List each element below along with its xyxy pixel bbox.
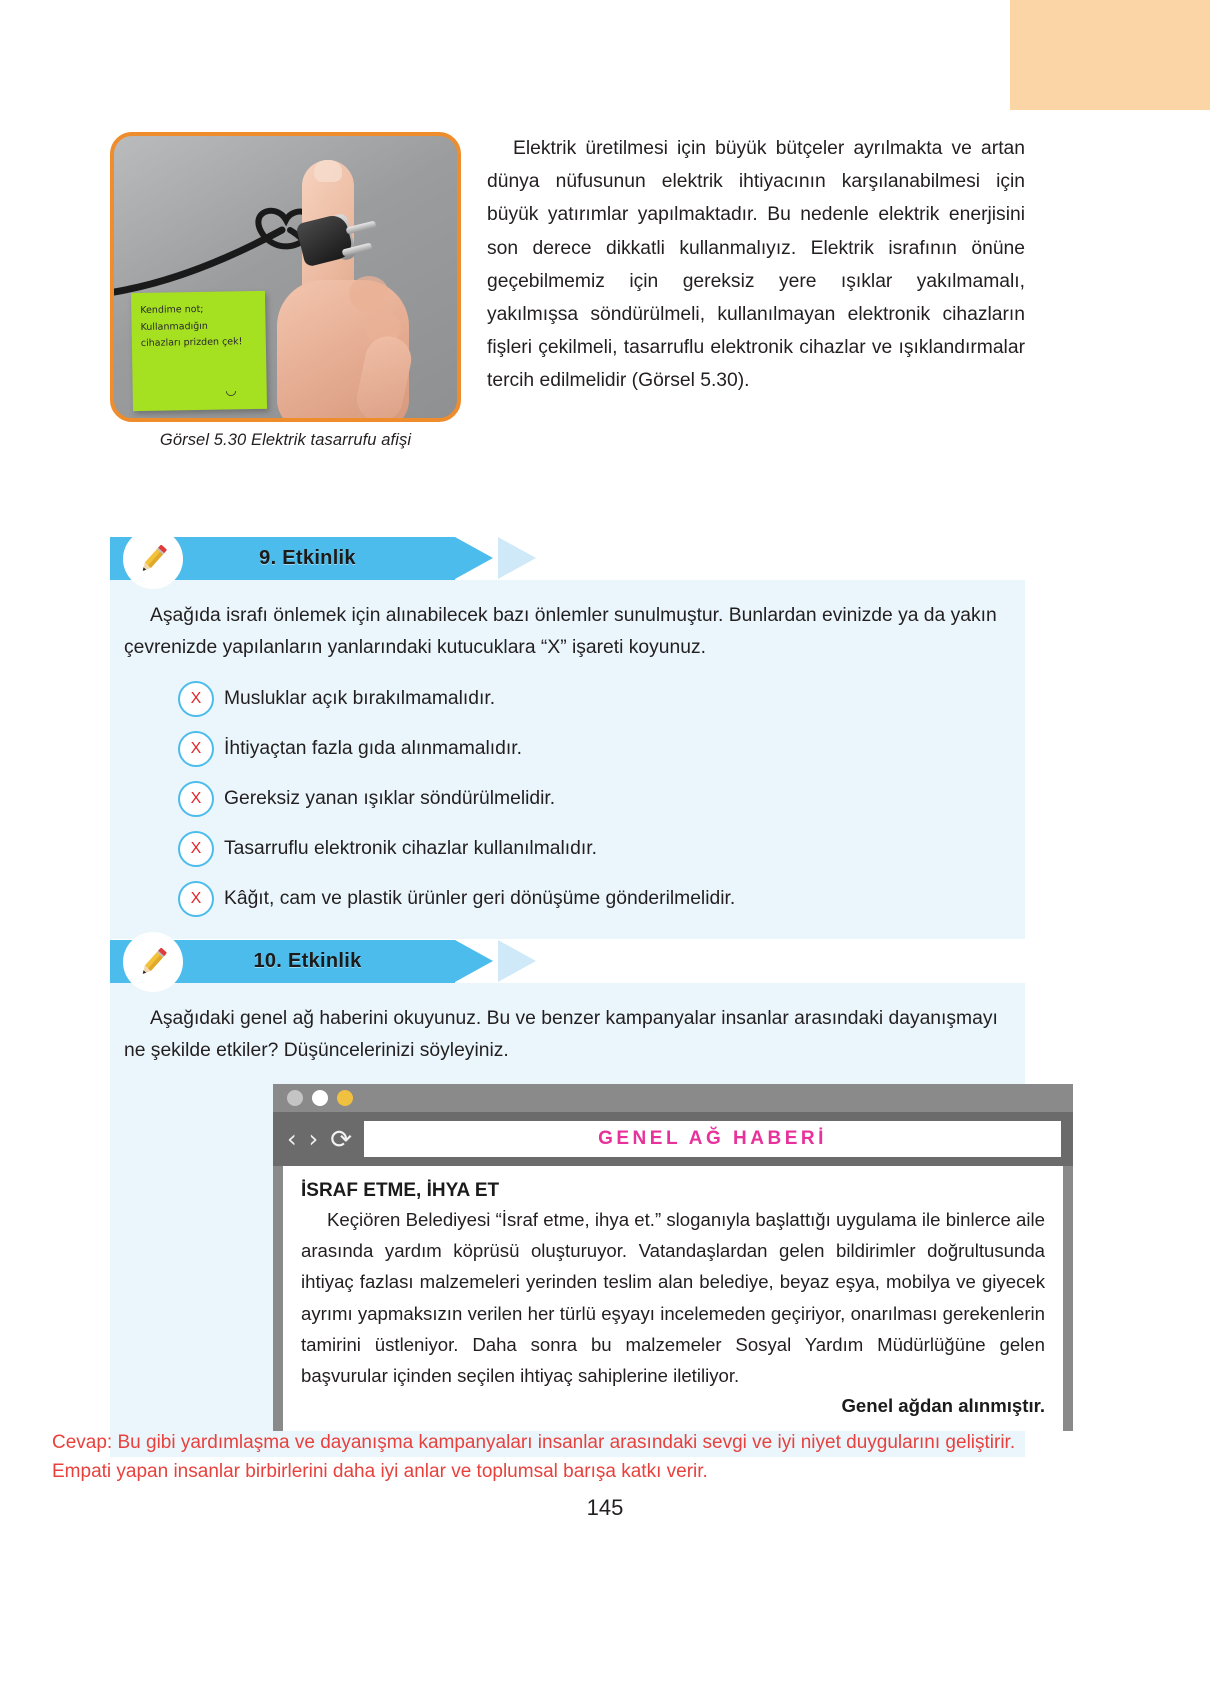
activity-9-checklist	[110, 681, 1025, 917]
activity-10	[0, 940, 1210, 1457]
list-item[interactable]	[110, 681, 1025, 717]
address-bar[interactable]	[364, 1121, 1061, 1157]
intro-paragraph-text: Elektrik üretilmesi için büyük bütçeler ayrılmakta ve artan dünya nüfusunun elektrik ihtiyacının karşılanabilmesi için büyük yatırımlar yapılmaktadır. Bu nedenle elektrik enerjisini son derece dikkatli kullanmalıyız. Elektrik israfının önüne geçebilmemiz için gereksiz yere ışıklar yakılmamalı, yakılmışsa söndürülmeli, kullanılmayan elektronik cihazların fişleri çekilmeli, tasarruflu elektronik cihazlar ve ışıklandırmalar tercih edilmelidir (Görsel 5.30).	[487, 138, 1025, 392]
list-item[interactable]	[110, 731, 1025, 767]
sticky-note-line-2: Kullanmadığın	[140, 320, 209, 333]
list-item-label: İhtiyaçtan fazla gıda alınmamalıdır.	[224, 738, 522, 760]
address-bar-title: GENEL AĞ HABERİ	[598, 1127, 827, 1149]
corner-tab-decoration	[1010, 0, 1210, 110]
forward-icon[interactable]: ›	[308, 1124, 319, 1153]
back-icon[interactable]: ‹	[287, 1124, 297, 1153]
list-item[interactable]	[110, 881, 1025, 917]
sticky-note-line-1: Kendime not;	[140, 303, 204, 317]
handwritten-answer	[52, 1428, 1162, 1487]
reload-icon[interactable]: ⟳	[330, 1123, 353, 1154]
figure-caption: Görsel 5.30 Elektrik tasarrufu afişi	[159, 431, 412, 449]
activity-10-instruction	[110, 1003, 1025, 1068]
answer-line-1: Cevap: Bu gibi yardımlaşma ve dayanışma kampanyaları insanlar arasındaki sevgi ve iyi niyet duygularını geliştirir.	[52, 1432, 1016, 1453]
window-dot-grey[interactable]	[287, 1090, 303, 1106]
plug-icon	[300, 204, 378, 270]
page-number: 145	[586, 1495, 624, 1520]
figure-image	[110, 132, 461, 422]
activity-10-label: 10. Etkinlik	[253, 950, 362, 972]
checkbox-marked[interactable]: X	[178, 681, 214, 717]
list-item[interactable]	[110, 831, 1025, 867]
list-item-label: Tasarruflu elektronik cihazlar kullanılmalıdır.	[224, 838, 597, 860]
sticky-note-line-3: cihazları prizden çek!	[140, 336, 243, 350]
checkbox-marked[interactable]: X	[178, 781, 214, 817]
knuckle	[349, 276, 389, 312]
browser-content	[283, 1166, 1063, 1431]
window-dot-white[interactable]	[312, 1090, 328, 1106]
pencil-icon-svg	[133, 539, 173, 579]
answer-line-2: Empati yapan insanlar birbirlerini daha iyi anlar ve toplumsal barışa katkı verir.	[52, 1461, 708, 1483]
intro-section	[110, 132, 1025, 450]
news-body	[301, 1204, 1045, 1391]
browser-titlebar	[273, 1084, 1073, 1112]
activity-9-label: 9. Etkinlik	[259, 547, 356, 569]
news-body-text: Keçiören Belediyesi “İsraf etme, ihya et.” sloganıyla başlattığı uygulama ile binlerce aile arasında yardım köprüsü oluşturuyor. Vatandaşlardan gelen bildirimler doğrultusunda ihtiyaç fazlası malzemeleri yerinden teslim alan belediye, beyaz eşya, mobilya ve giyecek ayrımı yapmaksızın verilen her türlü eşyayı incelemeden geçiriyor, onarılması gerekenlerin tamirini üstleniyor. Daha sonra bu malzemeler Sosyal Yardım Müdürlüğüne gelen başvurular içinden seçilen ihtiyaç sahiplerine iletiliyor.	[301, 1208, 1045, 1386]
activity-9-body	[110, 580, 1025, 939]
fingernail	[314, 160, 342, 182]
checkbox-marked[interactable]: X	[178, 881, 214, 917]
sticky-note	[131, 291, 267, 411]
smiley-icon: ◡	[225, 383, 237, 399]
activity-9	[0, 537, 1210, 939]
news-heading: İSRAF ETME, İHYA ET	[301, 1179, 500, 1201]
list-item-label: Gereksiz yanan ışıklar söndürülmelidir.	[224, 788, 556, 810]
figure-block	[110, 132, 465, 450]
checkbox-marked[interactable]: X	[178, 731, 214, 767]
pencil-icon	[123, 529, 183, 589]
list-item[interactable]	[110, 781, 1025, 817]
news-source: Genel ağdan alınmıştır.	[841, 1395, 1045, 1417]
pencil-icon	[123, 932, 183, 992]
browser-mockup	[273, 1084, 1073, 1431]
activity-9-instruction-text: Aşağıda israfı önlemek için alınabilecek bazı önlemler sunulmuştur. Bunlardan evinizde ya da yakın çevrenizde yapılanların yanlarındaki kutucuklara “X” işareti koyunuz.	[124, 605, 997, 659]
activity-10-banner	[110, 940, 510, 983]
pencil-icon-svg	[133, 942, 173, 982]
browser-toolbar	[273, 1112, 1073, 1166]
list-item-label: Kâğıt, cam ve plastik ürünler geri dönüşüme gönderilmelidir.	[224, 888, 736, 910]
activity-9-banner	[110, 537, 510, 580]
activity-10-body	[110, 983, 1045, 1457]
activity-9-instruction	[110, 600, 1025, 665]
checkbox-marked[interactable]: X	[178, 831, 214, 867]
intro-paragraph	[487, 132, 1025, 398]
window-dot-yellow[interactable]	[337, 1090, 353, 1106]
list-item-label: Musluklar açık bırakılmamalıdır.	[224, 688, 496, 710]
activity-10-instruction-text: Aşağıdaki genel ağ haberini okuyunuz. Bu ve benzer kampanyalar insanlar arasındaki dayanışmayı ne şekilde etkiler? Düşüncelerinizi söyleyiniz.	[124, 1008, 998, 1062]
